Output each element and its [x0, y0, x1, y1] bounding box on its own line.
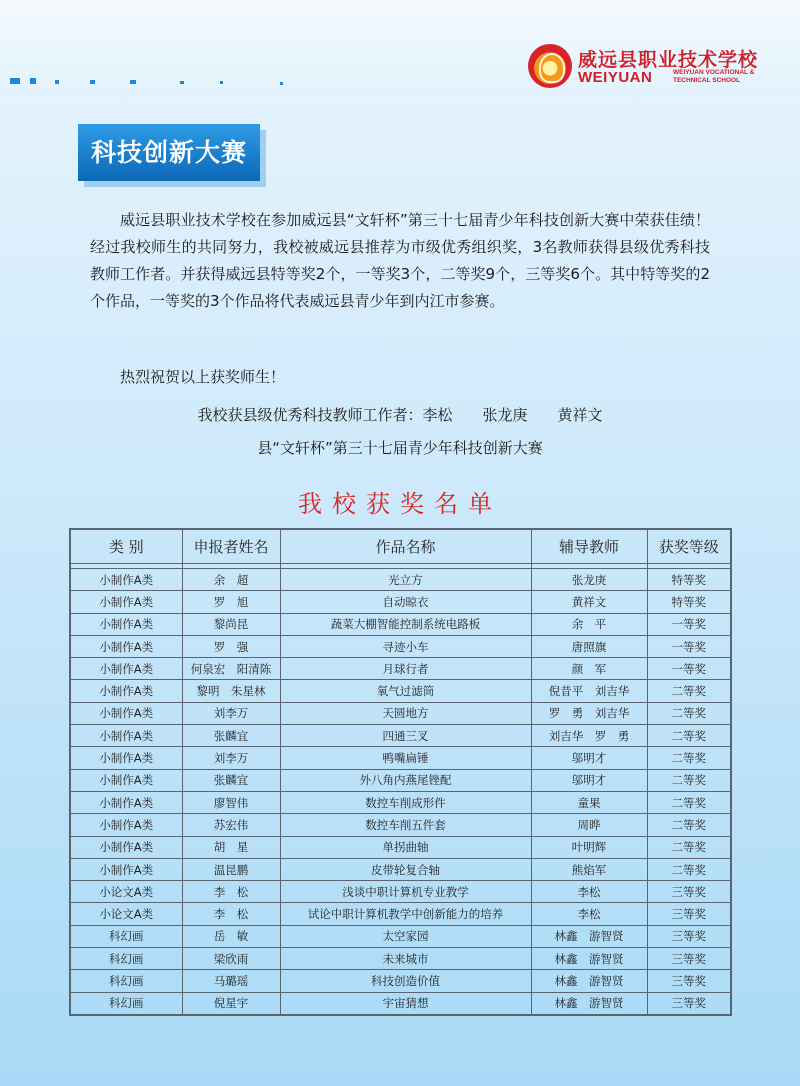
cell-award-level: 二等奖	[647, 814, 731, 836]
cell-work-title: 外八角内燕尾锉配	[280, 769, 531, 791]
cell-applicant: 刘李万	[182, 702, 280, 724]
table-row	[70, 836, 731, 858]
cell-category: 科幻画	[70, 970, 182, 992]
cell-award-level: 一等奖	[647, 613, 731, 635]
table-row	[70, 992, 731, 1015]
table-row	[70, 569, 731, 591]
cell-work-title: 月球行者	[280, 658, 531, 680]
cell-applicant: 马璐瑶	[182, 970, 280, 992]
cell-award-level: 二等奖	[647, 747, 731, 769]
cell-work-title: 未来城市	[280, 948, 531, 970]
teachers-line: 我校获县级优秀科技教师工作者：李松 张龙庚 黄祥文	[197, 406, 603, 424]
header-work-title: 作品名称	[280, 529, 531, 564]
cell-applicant: 廖智伟	[182, 791, 280, 813]
cell-tutor: 张龙庚	[531, 569, 647, 591]
cell-category: 小制作A类	[70, 635, 182, 657]
cell-category: 小制作A类	[70, 747, 182, 769]
cell-applicant: 岳 敏	[182, 925, 280, 947]
cell-work-title: 数控车削五件套	[280, 814, 531, 836]
cell-applicant: 余 超	[182, 569, 280, 591]
cell-applicant: 刘李万	[182, 747, 280, 769]
cell-award-level: 二等奖	[647, 702, 731, 724]
cell-applicant: 李 松	[182, 903, 280, 925]
cell-work-title: 浅谈中职计算机专业教学	[280, 881, 531, 903]
cell-tutor: 李松	[531, 903, 647, 925]
cell-category: 小制作A类	[70, 569, 182, 591]
table-row	[70, 858, 731, 880]
cell-tutor: 熊焰军	[531, 858, 647, 880]
cell-category: 小制作A类	[70, 769, 182, 791]
cell-work-title: 寻迹小车	[280, 635, 531, 657]
cell-tutor: 叶明辉	[531, 836, 647, 858]
cell-applicant: 倪星宇	[182, 992, 280, 1015]
cell-applicant: 罗 旭	[182, 591, 280, 613]
table-row	[70, 814, 731, 836]
cell-award-level: 三等奖	[647, 948, 731, 970]
cell-tutor: 林鑫 游智贤	[531, 948, 647, 970]
cell-tutor: 颜 军	[531, 658, 647, 680]
cell-award-level: 二等奖	[647, 836, 731, 858]
cell-tutor: 罗 勇 刘吉华	[531, 702, 647, 724]
school-emblem-icon	[528, 44, 572, 88]
cell-award-level: 特等奖	[647, 569, 731, 591]
cell-work-title: 科技创造价值	[280, 970, 531, 992]
cell-applicant: 张麟宜	[182, 725, 280, 747]
school-logo	[528, 44, 793, 90]
cell-category: 小论文A类	[70, 881, 182, 903]
cell-category: 小制作A类	[70, 591, 182, 613]
table-row	[70, 702, 731, 724]
award-table	[69, 528, 732, 1016]
cell-award-level: 二等奖	[647, 725, 731, 747]
table-header-row	[70, 529, 731, 564]
school-name-en-sub: WEIYUAN VOCATIONAL & TECHNICAL SCHOOL	[673, 69, 755, 84]
cell-award-level: 二等奖	[647, 680, 731, 702]
table-row	[70, 658, 731, 680]
cell-tutor: 邬明才	[531, 747, 647, 769]
cell-award-level: 二等奖	[647, 769, 731, 791]
cell-category: 科幻画	[70, 948, 182, 970]
table-row	[70, 725, 731, 747]
cell-category: 小制作A类	[70, 680, 182, 702]
table-row	[70, 970, 731, 992]
table-row	[70, 613, 731, 635]
cell-category: 科幻画	[70, 992, 182, 1015]
intro-paragraph-2: 热烈祝贺以上获奖师生！	[120, 368, 286, 386]
cell-applicant: 李 松	[182, 881, 280, 903]
intro-paragraph-1: 威远县职业技术学校在参加威远县“文轩杯”第三十七届青少年科技创新大赛中荣获佳绩！经过我校师生的共同努力，我校被威远县推荐为市级优秀组织奖，3名教师获得县级优秀科技教师工作者。并获得威远县特等奖2个，一等奖3个，二等奖9个，三等奖6个。其中特等奖的2个作品，一等奖的3个作品将代表威远县青少年到内江市参赛。	[90, 211, 710, 310]
table-row	[70, 791, 731, 813]
header-applicant: 申报者姓名	[182, 529, 280, 564]
cell-award-level: 一等奖	[647, 635, 731, 657]
cell-applicant: 黎尚昆	[182, 613, 280, 635]
header-category: 类 别	[70, 529, 182, 564]
cell-category: 小制作A类	[70, 791, 182, 813]
contest-line: 县“文轩杯”第三十七届青少年科技创新大赛	[257, 439, 543, 457]
cell-award-level: 三等奖	[647, 970, 731, 992]
table-row	[70, 948, 731, 970]
cell-applicant: 张麟宜	[182, 769, 280, 791]
cell-tutor: 刘吉华 罗 勇	[531, 725, 647, 747]
cell-tutor: 余 平	[531, 613, 647, 635]
table-row	[70, 635, 731, 657]
cell-award-level: 三等奖	[647, 925, 731, 947]
cell-tutor: 周晔	[531, 814, 647, 836]
cell-tutor: 林鑫 游智贤	[531, 970, 647, 992]
section-title-box	[78, 124, 260, 181]
cell-applicant: 黎明 朱星林	[182, 680, 280, 702]
cell-work-title: 试论中职计算机教学中创新能力的培养	[280, 903, 531, 925]
school-name-en: WEIYUAN	[578, 69, 653, 86]
cell-applicant: 梁欣雨	[182, 948, 280, 970]
cell-category: 小论文A类	[70, 903, 182, 925]
cell-category: 科幻画	[70, 925, 182, 947]
header-tutor: 辅导教师	[531, 529, 647, 564]
cell-work-title: 宇宙猜想	[280, 992, 531, 1015]
cell-tutor: 林鑫 游智贤	[531, 925, 647, 947]
cell-work-title: 太空家园	[280, 925, 531, 947]
cell-award-level: 二等奖	[647, 791, 731, 813]
cell-category: 小制作A类	[70, 814, 182, 836]
table-row	[70, 680, 731, 702]
cell-tutor: 李松	[531, 881, 647, 903]
cell-applicant: 苏宏伟	[182, 814, 280, 836]
cell-work-title: 四通三叉	[280, 725, 531, 747]
cell-category: 小制作A类	[70, 658, 182, 680]
table-row	[70, 769, 731, 791]
cell-work-title: 氧气过滤筒	[280, 680, 531, 702]
cell-category: 小制作A类	[70, 836, 182, 858]
cell-award-level: 三等奖	[647, 881, 731, 903]
cell-category: 小制作A类	[70, 702, 182, 724]
cell-work-title: 数控车削成形件	[280, 791, 531, 813]
award-list-title: 我校获奖名单	[298, 490, 502, 518]
cell-work-title: 光立方	[280, 569, 531, 591]
table-row	[70, 747, 731, 769]
cell-tutor: 林鑫 游智贤	[531, 992, 647, 1015]
cell-work-title: 皮带轮复合轴	[280, 858, 531, 880]
cell-award-level: 特等奖	[647, 591, 731, 613]
cell-award-level: 三等奖	[647, 992, 731, 1015]
table-row	[70, 903, 731, 925]
table-row	[70, 881, 731, 903]
decorative-dots	[10, 70, 310, 100]
cell-tutor: 童果	[531, 791, 647, 813]
cell-work-title: 鸭嘴扁锤	[280, 747, 531, 769]
cell-applicant: 罗 强	[182, 635, 280, 657]
cell-applicant: 温昆鹏	[182, 858, 280, 880]
cell-category: 小制作A类	[70, 725, 182, 747]
cell-award-level: 三等奖	[647, 903, 731, 925]
cell-tutor: 倪昔平 刘吉华	[531, 680, 647, 702]
cell-work-title: 天圆地方	[280, 702, 531, 724]
cell-award-level: 二等奖	[647, 858, 731, 880]
cell-tutor: 黄祥文	[531, 591, 647, 613]
table-row	[70, 925, 731, 947]
cell-tutor: 唐照旗	[531, 635, 647, 657]
table-row	[70, 591, 731, 613]
award-table-body	[70, 564, 731, 1015]
cell-applicant: 何泉宏 阳清陈	[182, 658, 280, 680]
cell-work-title: 单拐曲轴	[280, 836, 531, 858]
cell-category: 小制作A类	[70, 858, 182, 880]
cell-award-level: 一等奖	[647, 658, 731, 680]
school-name-cn: 威远县职业技术学校	[578, 49, 759, 71]
cell-work-title: 蔬菜大棚智能控制系统电路板	[280, 613, 531, 635]
section-title: 科技创新大赛	[90, 138, 247, 167]
cell-work-title: 自动晾衣	[280, 591, 531, 613]
cell-applicant: 胡 星	[182, 836, 280, 858]
header-award-level: 获奖等级	[647, 529, 731, 564]
cell-tutor: 邬明才	[531, 769, 647, 791]
cell-category: 小制作A类	[70, 613, 182, 635]
